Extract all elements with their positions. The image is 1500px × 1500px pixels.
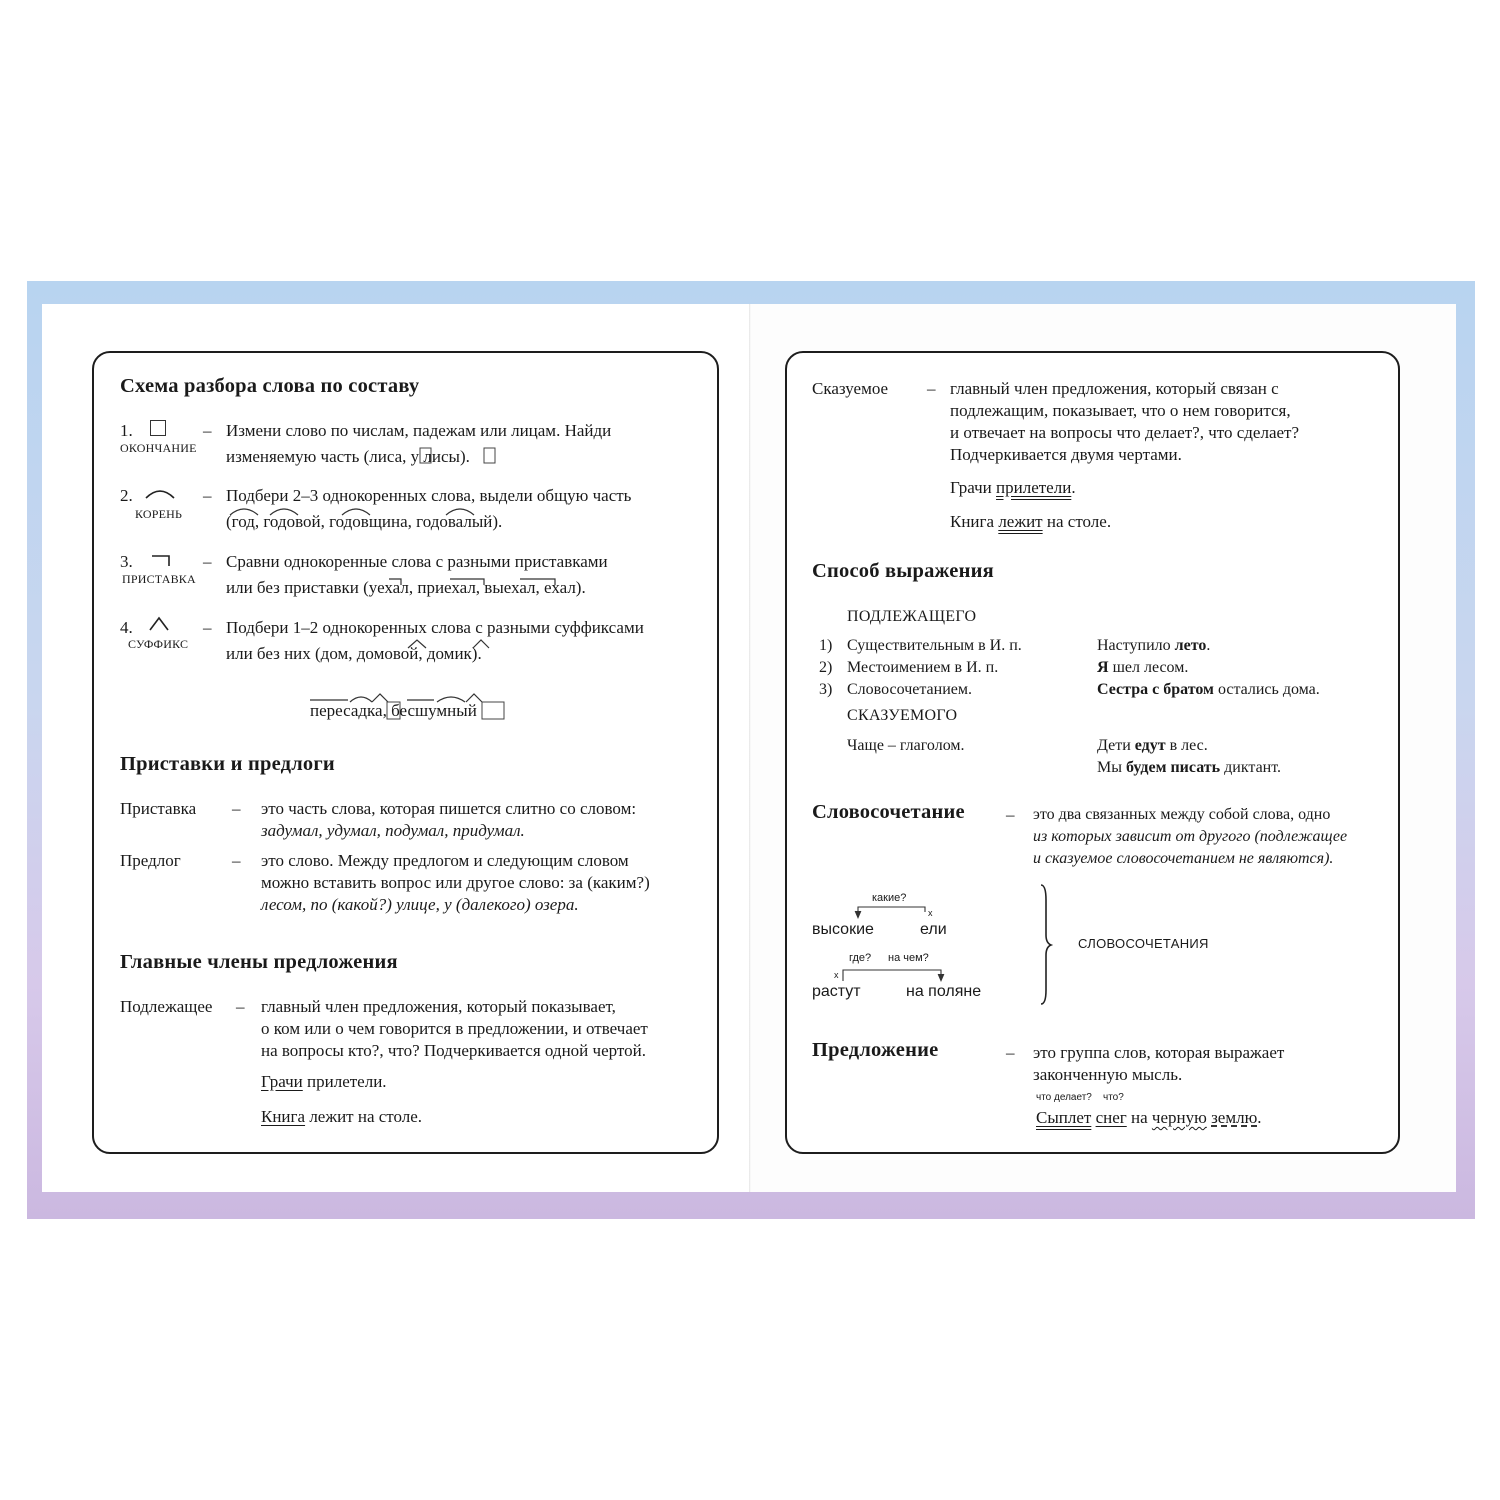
suffix-caret-icon: [148, 616, 170, 632]
list-number: 3): [819, 681, 833, 698]
phrase-dash: –: [1006, 805, 1015, 824]
preposition-definition: это слово. Между предлогом и следующим словом: [261, 851, 629, 870]
predicate-way: Чаще – глаголом.: [847, 737, 965, 754]
prefix-example: удумал,: [326, 821, 381, 840]
example-rest: остались дома.: [1213, 681, 1320, 698]
expression-example: [1097, 679, 1320, 701]
step-dash: –: [203, 552, 212, 571]
expression-way: Существительным в И. п.: [847, 637, 1022, 654]
step-number: 4.: [120, 618, 133, 637]
expression-way: Словосочетанием.: [847, 681, 972, 698]
predicate-example: [950, 477, 1076, 499]
example-rest: Наступило: [1097, 637, 1175, 654]
example-rest: диктант.: [1220, 759, 1282, 776]
predicate-highlight: будем писать: [1125, 759, 1221, 776]
step-number: 2.: [120, 486, 133, 505]
predicate-word: лежит: [998, 512, 1043, 531]
subject-definition: о ком или о чем говорится в предложении, и отвечает: [261, 1019, 648, 1038]
diagram-word: растут: [812, 983, 861, 1000]
sentence-definition: это группа слов, которая выражает: [1033, 1043, 1285, 1062]
subject-example: [261, 1071, 387, 1093]
diagram-cross: x: [834, 970, 839, 980]
prefix-example: подумал,: [385, 821, 449, 840]
step-text-line2: изменяемую часть (лиса, у лисы).: [226, 447, 470, 466]
subject-example: [261, 1106, 422, 1128]
step-caption: СУФФИКС: [128, 637, 189, 651]
sentence-example: [1036, 1107, 1262, 1129]
prefix-dash: –: [232, 799, 241, 818]
predicate-way-example: [1097, 757, 1281, 779]
predicate-definition: подлежащим, показывает, что о нем говорится,: [950, 401, 1291, 420]
example-rest: .: [1257, 1108, 1262, 1127]
predicate-definition: главный член предложения, который связан с: [950, 379, 1279, 398]
example-rest: Мы: [1097, 759, 1126, 776]
diagram-word: ели: [920, 921, 947, 938]
predicate-word: Сыплет: [1036, 1108, 1092, 1127]
step-dash: –: [203, 618, 212, 637]
subject-definition: главный член предложения, который показывает,: [261, 997, 616, 1016]
list-number: 1): [819, 637, 833, 654]
sentence-dash: –: [1006, 1043, 1015, 1062]
subject-word: Книга: [261, 1107, 306, 1126]
step-number: 3.: [120, 552, 133, 571]
subject-highlight: Сестра с братом: [1097, 681, 1214, 698]
example-rest: прилетели.: [302, 1072, 387, 1091]
phrase-definition: это два связанных между собой слова, одно: [1033, 806, 1331, 823]
example-rest: Грачи: [950, 478, 997, 497]
step-caption: ПРИСТАВКА: [122, 572, 196, 586]
prefix-examples: [261, 820, 525, 842]
step-text-line2: (год, годовой, годовщина, годовалый).: [226, 512, 503, 531]
predicate-definition: и отвечает на вопросы что делает?, что сделает?: [950, 423, 1300, 442]
predicate-example: [950, 511, 1111, 533]
subject-term: Подлежащее: [120, 997, 213, 1016]
sentence-definition: законченную мысль.: [1033, 1065, 1183, 1084]
step-dash: –: [203, 486, 212, 505]
example-rest: Книга: [950, 512, 999, 531]
prefix-section-title: Приставки и предлоги: [120, 753, 335, 775]
phrase-definition: из которых зависит от другого (подлежащее: [1033, 828, 1348, 845]
diagram-question: на чем?: [888, 952, 929, 964]
subject-dash: –: [236, 997, 245, 1016]
object-word: землю: [1211, 1108, 1258, 1127]
example-rest: на: [1126, 1108, 1152, 1127]
spine: [749, 304, 751, 1192]
preposition-examples: лесом, по (какой?) улице, у (далекого) озера.: [261, 895, 579, 914]
step-text-line1: Подбери 1–2 однокоренных слова с разными суффиксами: [226, 618, 644, 637]
subject-highlight: Я: [1097, 659, 1109, 676]
step-caption: КОРЕНЬ: [135, 507, 183, 521]
example-rest: лежит на столе.: [305, 1107, 423, 1126]
predicate-way-example: [1097, 735, 1208, 757]
list-number: 2): [819, 659, 833, 676]
prefix-example: придумал.: [452, 821, 525, 840]
step-caption: ОКОНЧАНИЕ: [120, 441, 197, 455]
example-rest: на столе.: [1042, 512, 1112, 531]
attribute-word: черную: [1151, 1108, 1207, 1127]
diagram-word: на поляне: [906, 983, 982, 1000]
subject-word: снег: [1095, 1108, 1127, 1127]
example-rest: в лес.: [1165, 737, 1208, 754]
step-text-line1: Подбери 2–3 однокоренных слова, выдели общую часть: [226, 486, 632, 505]
subject-highlight: лето: [1174, 637, 1207, 654]
subject-caps-heading: ПОДЛЕЖАЩЕГО: [847, 608, 977, 625]
main-members-title: Главные члены предложения: [120, 951, 398, 973]
expression-way: Местоимением в И. п.: [847, 659, 999, 676]
expression-title: Способ выражения: [812, 560, 994, 582]
expression-example: [1097, 635, 1210, 657]
example-rest: шел лесом.: [1108, 659, 1189, 676]
prefix-definition: это часть слова, которая пишется слитно со словом:: [261, 799, 637, 818]
prefix-corner-icon: [150, 554, 172, 568]
predicate-word: прилетели: [996, 478, 1072, 497]
phrase-definition: и сказуемое словосочетанием не являются).: [1033, 850, 1334, 867]
schema-title: Схема разбора слова по составу: [120, 375, 420, 397]
predicate-dash: –: [927, 379, 936, 398]
example-rest: Дети: [1097, 737, 1135, 754]
step-text-line1: Сравни однокоренные слова с разными приставками: [226, 552, 608, 571]
diagram-label: СЛОВОСОЧЕТАНИЯ: [1078, 936, 1209, 951]
subject-definition: на вопросы кто?, что? Подчеркивается одной чертой.: [261, 1041, 646, 1060]
sentence-title: Предложение: [812, 1039, 939, 1061]
diagram-cross: x: [928, 908, 933, 918]
preposition-definition: можно вставить вопрос или другое слово: за (каким?): [261, 873, 650, 892]
step-text-line2: или без них (дом, домовой, домик).: [226, 644, 482, 663]
diagram-word: высокие: [812, 921, 874, 938]
predicate-caps-heading: СКАЗУЕМОГО: [847, 707, 958, 724]
predicate-highlight: едут: [1134, 737, 1166, 754]
subject-word: Грачи: [261, 1072, 303, 1091]
example-words: пересадка, бесшумный: [310, 701, 477, 720]
example-rest: .: [1071, 478, 1076, 497]
ending-box-icon: [150, 420, 166, 436]
example-rest: .: [1206, 637, 1211, 654]
preposition-dash: –: [232, 851, 241, 870]
predicate-term: Сказуемое: [812, 379, 889, 398]
step-text-line2: или без приставки (уехал, приехал, выехал, ехал).: [226, 578, 586, 597]
prefix-example: задумал,: [261, 821, 323, 840]
sentence-question: что?: [1103, 1092, 1124, 1103]
step-number: 1.: [120, 421, 133, 440]
expression-example: [1097, 657, 1188, 679]
preposition-term: Предлог: [120, 851, 181, 870]
root-arc-icon: [144, 486, 176, 500]
predicate-definition: Подчеркивается двумя чертами.: [950, 445, 1182, 464]
phrase-title: Словосочетание: [812, 801, 965, 823]
diagram-question: где?: [849, 952, 872, 964]
step-text-line1: Измени слово по числам, падежам или лицам. Найди: [226, 421, 612, 440]
sentence-question: что делает?: [1036, 1092, 1092, 1103]
diagram-question: какие?: [872, 892, 907, 904]
step-dash: –: [203, 421, 212, 440]
prefix-term: Приставка: [120, 799, 197, 818]
